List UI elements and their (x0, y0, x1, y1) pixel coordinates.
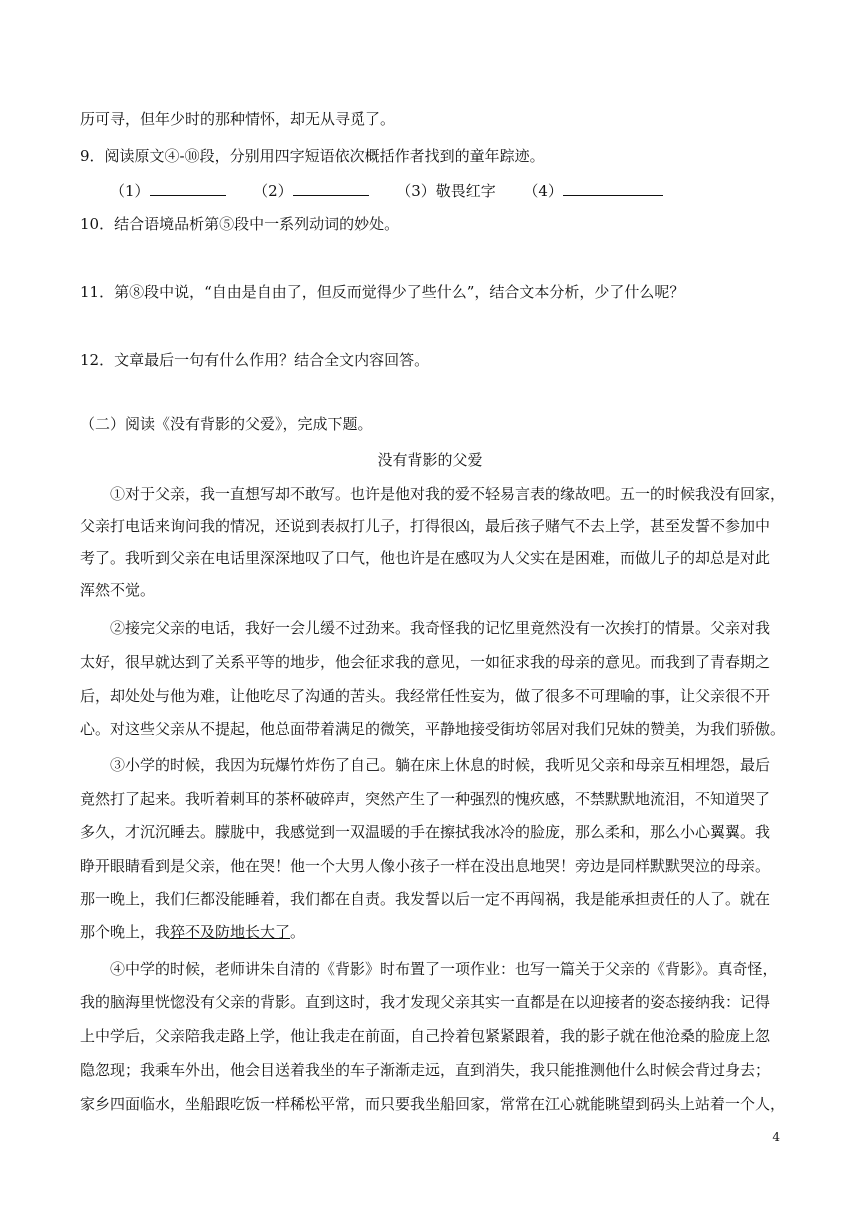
q9-label-1: （1） (110, 182, 150, 200)
para-2-line-1: ②接完父亲的电话，我好一会儿缓不过劲来。我奇怪我的记忆里竟然没有一次挨打的情景。父亲对我 (110, 619, 771, 637)
para-3-line-1: ③小学的时候，我因为玩爆竹炸伤了自己。躺在床上休息的时候，我听见父亲和母亲互相埋怨，最后 (110, 756, 771, 774)
para-2-line-2: 太好，很早就达到了关系平等的地步，他会征求我的意见，一如征求我的母亲的意见。而我到了青春期之 (80, 653, 771, 671)
para-1-line-1: ①对于父亲，我一直想写却不敢写。也许是他对我的爱不轻易言表的缘故吧。五一的时候我没有回家， (110, 485, 786, 503)
question-10: 10．结合语境品析第⑤段中一系列动词的妙处。 (80, 215, 400, 233)
para-4-line-2: 我的脑海里恍惚没有父亲的背影。直到这时，我才发现父亲其实一直都是在以迎接者的姿态接纳我：记得 (80, 993, 771, 1011)
question-12: 12．文章最后一句有什么作用？结合全文内容回答。 (80, 351, 430, 369)
answer-blank-2[interactable] (293, 181, 369, 196)
passage-title: 没有背影的父爱 (377, 451, 483, 469)
para-4-line-1: ④中学的时候，老师讲朱自清的《背影》时布置了一项作业：也写一篇关于父亲的《背影》。真奇怪， (110, 960, 778, 978)
para-1-line-3: 考了。我听到父亲在电话里深深地叹了口气，他也许是在感叹为人父实在是困难，而做儿子的却总是对此 (80, 549, 771, 567)
question-11: 11．第⑧段中说，“自由是自由了，但反而觉得少了些什么”，结合文本分析，少了什么呢？ (80, 283, 685, 301)
para-3-line-6-start: 那个晚上，我 (80, 923, 171, 941)
answer-blank-1[interactable] (150, 181, 226, 196)
q9-label-2: （2） (253, 182, 293, 200)
para-4-line-5: 家乡四面临水，坐船跟吃饭一样稀松平常，而只要我坐船回家，常常在江心就能眺望到码头上站着一个人， (80, 1095, 786, 1113)
para-3-line-4: 睁开眼睛看到是父亲，他在哭！他一个大男人像小孩子一样在没出息地哭！旁边是同样默默哭泣的母亲。 (80, 857, 771, 875)
para-1-line-2: 父亲打电话来询问我的情况，还说到表叔打儿子，打得很凶，最后孩子赌气不去上学，甚至发誓不参加中 (80, 517, 771, 535)
question-9-blanks (110, 180, 663, 201)
para-2-line-3: 后，却处处与他为难，让他吃尽了沟通的苦头。我经常任性妄为，做了很多不可理喻的事，让父亲很不开 (80, 687, 771, 705)
para-3-line-6 (80, 921, 780, 942)
section-2-heading: （二）阅读《没有背影的父爱》，完成下题。 (80, 415, 373, 433)
underlined-phrase: 猝不及防地长大了 (170, 923, 291, 941)
para-3-line-2: 竟然打了起来。我听着刺耳的茶杯破碎声，突然产生了一种强烈的愧疚感，不禁默默地流泪，不知道哭了 (80, 790, 771, 808)
question-9: 9．阅读原文④-⑩段，分别用四字短语依次概括作者找到的童年踪迹。 (80, 147, 545, 165)
para-3-line-5: 那一晚上，我们仨都没能睡着，我们都在自责。我发誓以后一定不再闯祸，我是能承担责任的人了。就在 (80, 890, 771, 908)
para-4-line-3: 上中学后，父亲陪我走路上学，他让我走在前面，自己拎着包紧紧跟着，我的影子就在他沧桑的脸庞上忽 (80, 1027, 771, 1045)
para-2-line-4: 心。对这些父亲从不提起，他总面带着满足的微笑，平静地接受街坊邻居对我们兄妹的赞美，为我们骄傲。 (80, 720, 786, 738)
para-1-line-4: 浑然不觉。 (80, 581, 156, 599)
page-number: 4 (772, 1130, 780, 1144)
para-3-line-6-end: 。 (290, 923, 306, 941)
answer-blank-4[interactable] (563, 181, 663, 196)
continuation-line: 历可寻，但年少时的那种情怀，却无从寻觅了。 (80, 110, 396, 128)
para-3-line-3: 多久，才沉沉睡去。朦胧中，我感觉到一双温暖的手在擦拭我冰冷的脸庞，那么柔和，那么小心翼翼。我 (80, 823, 771, 841)
q9-label-3: （3）敬畏红字 (396, 182, 496, 200)
para-4-line-4: 隐忽现；我乘车外出，他会目送着我坐的车子渐渐走远，直到消失，我只能推测他什么时候会背过身去； (80, 1061, 771, 1079)
q9-label-4: （4） (523, 182, 563, 200)
